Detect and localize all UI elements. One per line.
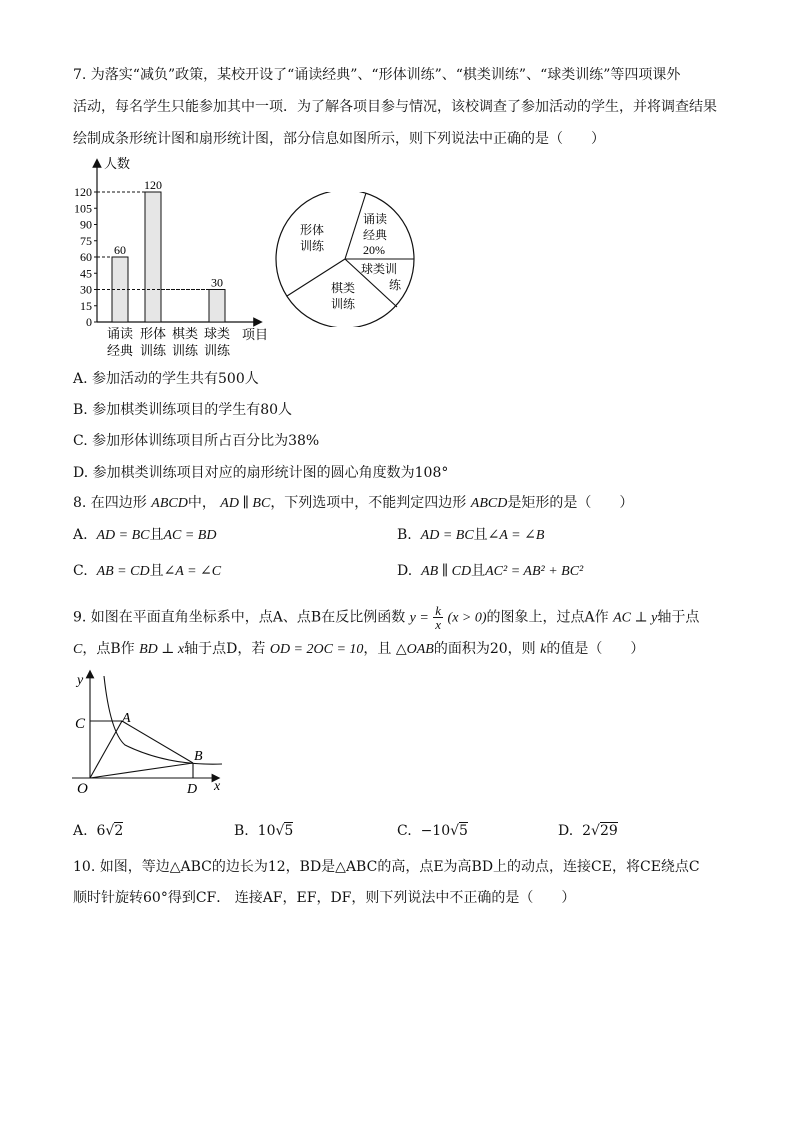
- bar: [145, 192, 161, 322]
- bar-y-tick-label: 105: [74, 201, 92, 216]
- pie-label-chess-2: 训练: [331, 297, 356, 311]
- pie-label-reading-pct: 20%: [363, 243, 385, 257]
- pie-label-form-2: 训练: [300, 239, 325, 253]
- q8-option-d: D. AB ∥ CD且AC² = AB² + BC²: [397, 563, 584, 579]
- pie-label-reading-1: 诵读: [363, 212, 388, 226]
- q7-option-c: C. 参加形体训练项目所占百分比为38%: [73, 433, 320, 449]
- bar-y-tick-label: 45: [80, 266, 92, 281]
- q7-stem-line-3: 绘制成条形统计图和扇形统计图，部分信息如图所示，则下列说法中正确的是（ ）: [73, 131, 605, 147]
- pie-label-ball-1: 球类训: [361, 262, 398, 276]
- bar-category-label: 训练: [203, 344, 231, 359]
- graph-label-o: O: [77, 781, 88, 797]
- graph-label-y: y: [77, 673, 84, 688]
- bar-y-tick-label: 90: [80, 217, 92, 232]
- bar-category-label: 训练: [139, 344, 167, 359]
- q7-option-a: A. 参加活动的学生共有500人: [73, 371, 259, 387]
- q10-stem-line-1: 10. 如图，等边△ABC的边长为12，BD是△ABC的高，点E为高BD上的动点，连接CE，将CE绕点C: [73, 859, 700, 875]
- bar-y-tick-label: 15: [80, 298, 92, 313]
- pie-label-chess-1: 棋类: [331, 281, 356, 295]
- graph-label-x: x: [214, 779, 221, 794]
- q10-stem-line-2: 顺时针旋转60°得到CF． 连接AF，EF，DF，则下列说法中不正确的是（ ）: [73, 890, 576, 906]
- segment-ob: [90, 763, 193, 778]
- q7-stem-line-2: 活动，每名学生只能参加其中一项．为了解各项目参与情况，该校调查了参加活动的学生，并将调查结果: [73, 99, 717, 115]
- graph-label-b: B: [194, 749, 203, 764]
- q9-stem-line-1: 9. 如图在平面直角坐标系中，点A、点B在反比例函数 y = $\frac{k}{x}$ (x > 0)的图象上，过点A作 AC ⊥ y轴于点: [73, 603, 700, 632]
- bar-category-label: 形体: [139, 327, 167, 342]
- q7-bar-chart: [60, 155, 285, 365]
- pie-label-reading-2: 经典: [363, 228, 388, 242]
- graph-label-a: A: [122, 711, 131, 726]
- q7-pie-chart: [270, 192, 430, 327]
- segment-oa: [90, 721, 122, 778]
- q7-option-d: D. 参加棋类训练项目对应的扇形统计图的圆心角度数为108°: [73, 465, 449, 481]
- q9-option-d: D. 2√29: [558, 823, 618, 839]
- q7-stem-line-1: 7. 为落实“减负”政策，某校开设了“诵读经典”、“形体训练”、“棋类训练”、“球类训练”等四项课外: [73, 67, 681, 83]
- q8-stem: 8. 在四边形 ABCD中， AD ∥ BC，下列选项中，不能判定四边形 ABCD是矩形的是（ ）: [73, 495, 634, 511]
- q7-option-b: B. 参加棋类训练项目的学生有80人: [73, 402, 293, 418]
- bar-y-tick-label: 120: [74, 185, 92, 199]
- q9-option-b: B. 10√5: [234, 823, 294, 839]
- bar-category-label: 诵读: [106, 327, 134, 342]
- bar-data-label: 60: [114, 243, 126, 257]
- graph-label-d: D: [187, 782, 198, 797]
- q8-option-a: A. AD = BC且AC = BD: [73, 527, 217, 543]
- bar: [209, 290, 225, 323]
- bar-data-label: 30: [211, 275, 223, 290]
- bar-x-axis-label: 项目: [242, 328, 269, 343]
- q9-graph: [70, 668, 235, 803]
- bar-y-tick-label: 60: [80, 250, 92, 264]
- q9-option-c: C. −10√5: [397, 823, 468, 839]
- q8-option-b: B. AD = BC且∠A = ∠B: [397, 527, 545, 543]
- q9-option-a: A. 6√2: [73, 823, 124, 839]
- bar-y-tick-label: 30: [80, 282, 92, 297]
- bar-y-tick-label: 75: [80, 233, 92, 248]
- q8-option-c: C. AB = CD且∠A = ∠C: [73, 563, 222, 579]
- bar-category-label: 训练: [171, 344, 199, 359]
- pie-label-form-1: 形体: [300, 223, 325, 237]
- bar-category-label: 球类: [203, 327, 231, 342]
- bar-y-axis-label: 人数: [104, 157, 131, 172]
- bar-category-label: 棋类: [171, 327, 199, 342]
- graph-label-c: C: [75, 716, 86, 732]
- pie-label-ball-2: 练: [389, 278, 402, 292]
- bar-y-tick-label: 0: [86, 315, 92, 329]
- bar-category-label: 经典: [106, 344, 134, 359]
- bar-data-label: 120: [144, 178, 162, 192]
- q9-stem-line-2: C，点B作 BD ⊥ x轴于点D，若 OD = 2OC = 10，且 △OAB的面积为20，则 k的值是（ ）: [73, 641, 645, 657]
